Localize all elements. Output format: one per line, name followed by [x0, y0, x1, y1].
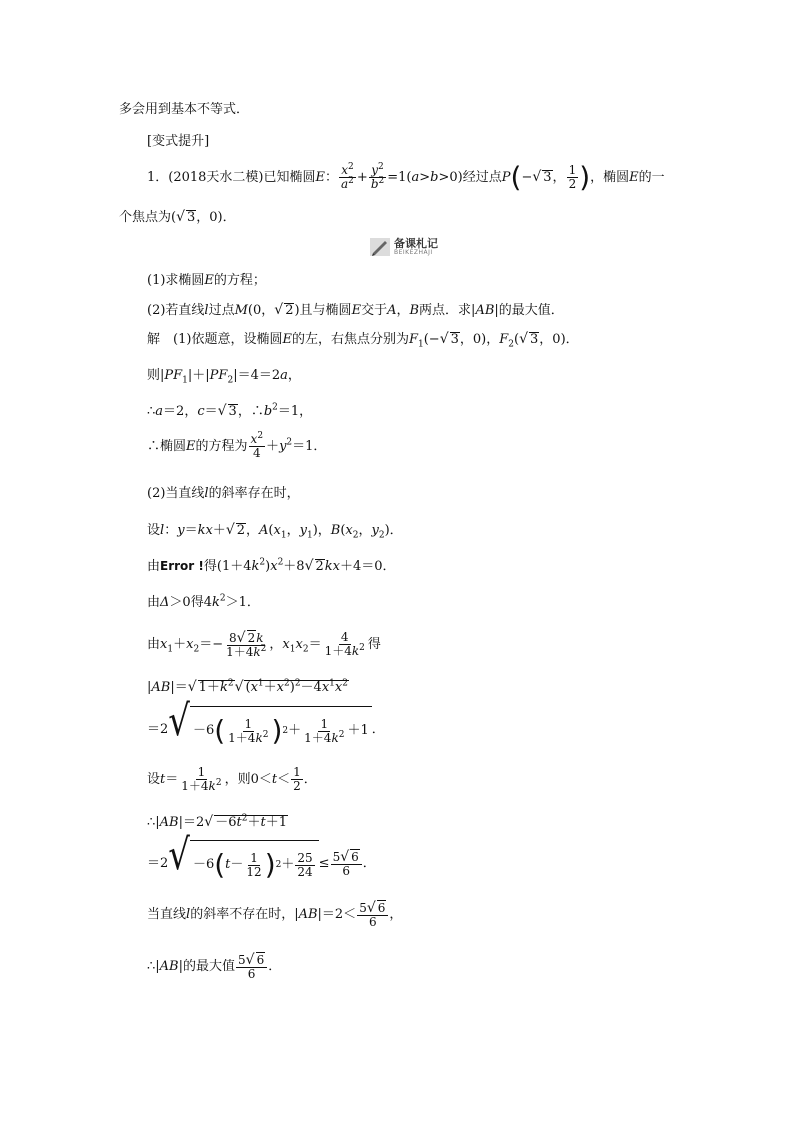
solution-line-13: ∴|AB|＝2√ $-6t^2+t+1$ — [147, 813, 287, 830]
question-1: (1)求椭圆E的方程； — [147, 273, 266, 288]
intro-text: 多会用到基本不等式． — [119, 102, 250, 117]
solution-line-6: 设l：y＝kx＋√ 2，$A(x_1$，$y_1$)，$B(x_2$，$y_2$)． — [147, 522, 403, 541]
solution-line-2: 则$|PF_1|+|PF_2|=4=2a$， — [147, 368, 301, 386]
badge-subtitle: BEIKEZHAJI — [394, 248, 433, 256]
solution-line-3: ∴a＝2，c＝√ 3，$\therefore b^2=1$， — [147, 402, 313, 419]
section-heading: [变式提升] — [147, 134, 210, 149]
solution-line-5: (2)当直线l的斜率存在时， — [147, 486, 300, 501]
solution-line-1: 解 (1)依题意，设椭圆E的左，右焦点分别为$F_1(-√$ 3，0)，$F_2(√$ 3，0)． — [147, 331, 579, 350]
problem-statement: 1．(2018天水二模)已知椭圆E： $\frac{x^2}{a^2}$ + $\frac{y^2}{b^2}$ =1(a>b>0)经过点P(−√ 3， $\frac{1}{2}$ )，椭圆E的一 — [147, 160, 665, 194]
problem-statement-cont: 个焦点为(√ 3，0)． — [119, 209, 236, 225]
solution-line-14: ＝2 √ －6 ( t － $\frac{1}{12}$ ) 2 ＋ $\frac{25}{24}$ ≤ $\frac{5√ 6}{6}$ ． — [147, 840, 376, 887]
lesson-notes-badge — [369, 236, 453, 258]
pen-icon — [369, 236, 391, 258]
solution-line-16: ∴|AB|的最大值 $\frac{5√ 6}{6}$ ． — [147, 952, 282, 981]
error-placeholder: Error ! — [160, 559, 204, 573]
solution-line-4: ∴椭圆E的方程为 $\frac{x^2}{4}$ $+y^2=1$． — [147, 431, 327, 460]
solution-line-15: 当直线l的斜率不存在时，|AB|＝2＜ $\frac{5√ 6}{6}$ ， — [147, 900, 403, 929]
solution-line-11: ＝2 √ －6 ( $\frac{1}{1+4k^2}$ ) 2 ＋ $\frac{1}{1+4k^2}$ ＋1 ． — [147, 706, 385, 753]
solution-line-10: |AB|＝√ $1+k^2√$ $(x^1+x^2)^2-4x^1x^2$ — [147, 678, 348, 695]
solution-line-12: 设t＝ $\frac{1}{1+4k^2}$ ，则0＜t＜ $\frac{1}{2}$ ． — [147, 765, 317, 793]
badge-title: 备课札记 — [394, 236, 438, 250]
solution-line-8: 由Δ＞0得$4k^2>1$． — [147, 593, 260, 610]
solution-line-9: 由$x_1+x_2=-$ $\frac{8√ 2k}{1+4k^2}$ ，$x_1x_2=$ $\frac{4}{1+4k^2}$ 得 — [147, 630, 381, 659]
solution-line-7: 由Error !得$(1+4k^2)x^2+8√$ 2kx＋4＝0． — [147, 557, 396, 574]
question-2: (2)若直线l过点M(0，√ 2)且与椭圆E交于A，B两点．求|AB|的最大值． — [147, 302, 564, 318]
